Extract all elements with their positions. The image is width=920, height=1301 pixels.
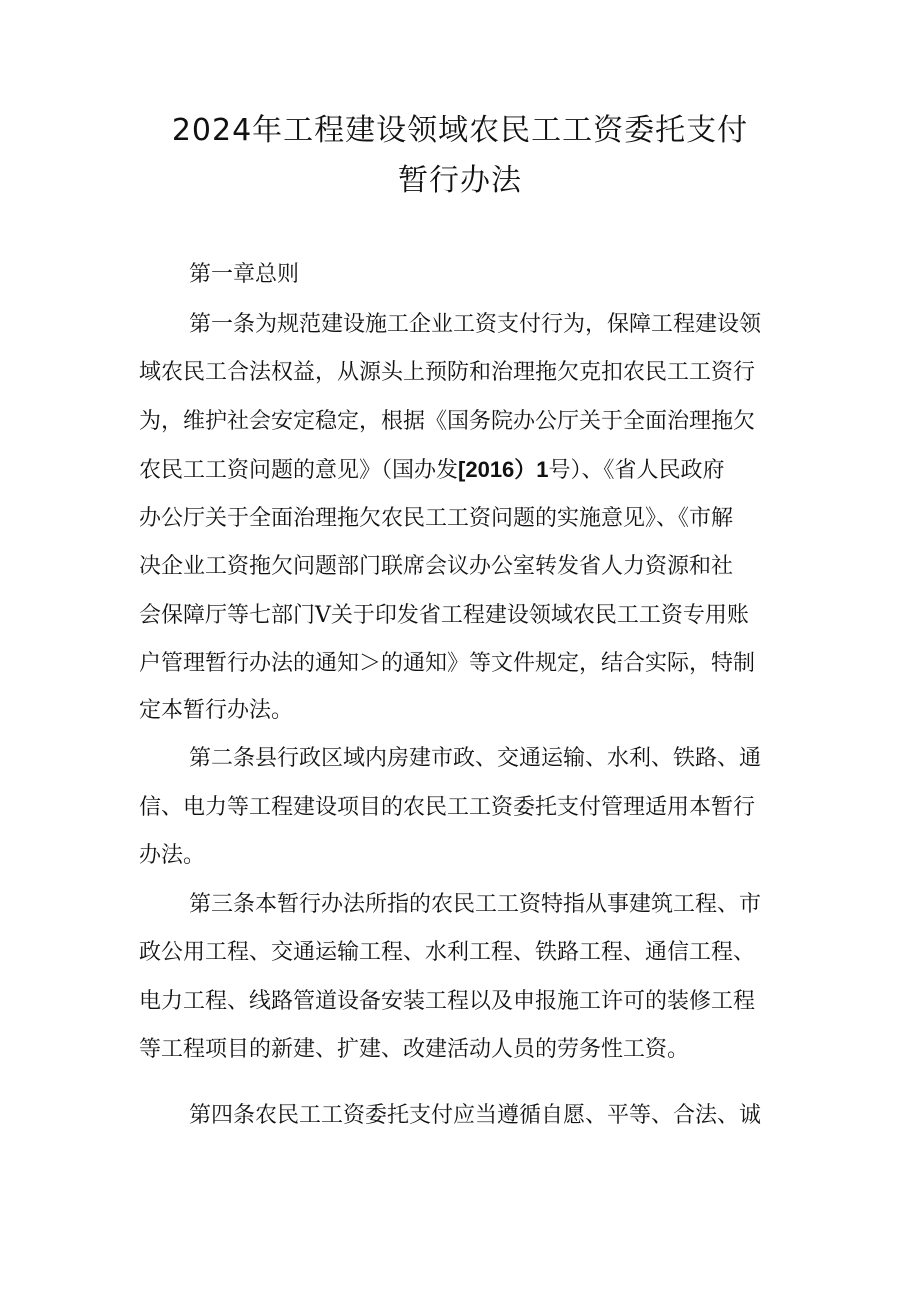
article-1-line: 决企业工资拖欠问题部门联席会议办公室转发省人力资源和社 <box>139 554 734 579</box>
article-1-line: 定本暂行办法。 <box>139 698 294 723</box>
chapter-heading: 第一章总则 <box>189 262 300 287</box>
article-1-line: 办公厅关于全面治理拖欠农民工工资问题的实施意见》、《市解 <box>139 506 734 531</box>
article-2-line: 办法。 <box>139 843 206 868</box>
article-1-line: 第一条为规范建设施工企业工资支付行为，保障工程建设领 <box>189 312 762 337</box>
article-2-line: 信、电力等工程建设项目的农民工工资委托支付管理适用本暂行 <box>139 795 756 820</box>
article-1-line: 域农民工合法权益，从源头上预防和治理拖欠克扣农民工工资行 <box>139 360 756 385</box>
document-title-line-1: 2024年工程建设领域农民工工资委托支付 <box>171 113 749 148</box>
citation-prefix: 农民工工资问题的意见》（国办发 <box>139 458 459 483</box>
article-3-line: 电力工程、线路管道设备安装工程以及申报施工许可的装修工程 <box>139 989 756 1014</box>
article-3-line: 政公用工程、交通运输工程、水利工程、铁路工程、通信工程、 <box>139 940 756 965</box>
article-1-line-with-citation <box>0 459 920 482</box>
article-2-line: 第二条县行政区域内房建市政、交通运输、水利、铁路、通 <box>189 746 762 771</box>
article-1-line: 户管理暂行办法的通知＞的通知》等文件规定，结合实际，特制 <box>139 651 756 676</box>
article-4-line: 第四条农民工工资委托支付应当遵循自愿、平等、合法、诚 <box>189 1103 762 1128</box>
article-3-line: 等工程项目的新建、扩建、改建活动人员的劳务性工资。 <box>139 1037 690 1062</box>
document-title-line-2: 暂行办法 <box>398 163 522 198</box>
article-1-line: 为，维护社会安定稳定，根据《国务院办公厅关于全面治理拖欠 <box>139 409 756 434</box>
citation-number: [2016）1 <box>458 457 549 482</box>
citation-suffix: 号）、《省人民政府 <box>548 458 725 483</box>
article-1-line: 会保障厅等七部门Ⅴ关于印发省工程建设领域农民工工资专用账 <box>139 603 749 628</box>
article-3-line: 第三条本暂行办法所指的农民工工资特指从事建筑工程、市 <box>189 892 762 917</box>
